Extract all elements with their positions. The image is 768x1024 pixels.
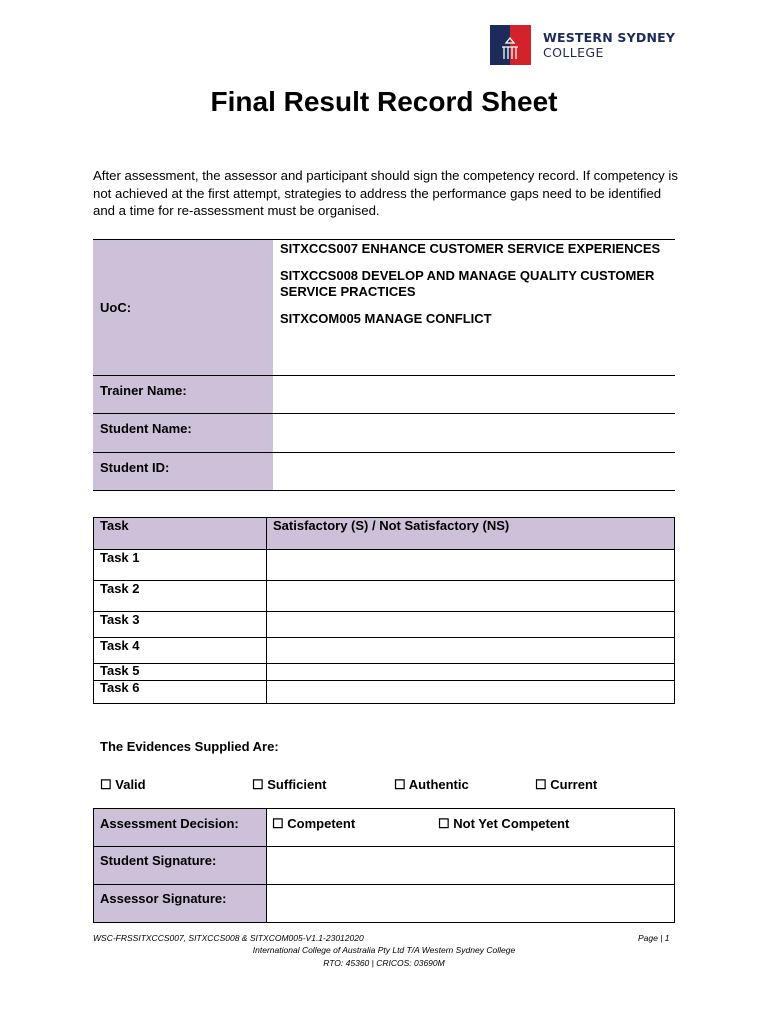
task-label: Task 3 (94, 612, 267, 638)
uoc-value (273, 240, 675, 376)
evidence-current-checkbox[interactable]: ☐ Current (535, 777, 598, 792)
table-row (94, 581, 675, 612)
student-signature-field[interactable] (267, 847, 675, 885)
task-label: Task 5 (94, 664, 267, 681)
assessment-decision-label: Assessment Decision: (94, 809, 267, 847)
task-result-cell[interactable] (267, 581, 675, 612)
table-row (94, 664, 675, 681)
evidence-title: The Evidences Supplied Are: (100, 739, 279, 754)
result-header: Satisfactory (S) / Not Satisfactory (NS) (267, 518, 675, 550)
task-results-table (93, 517, 675, 704)
footer-doc-code: WSC-FRSSITXCCS007, SITXCCS008 & SITXCOM005-V1.1-23012020 (93, 933, 364, 943)
uoc-line-2: SITXCCS008 DEVELOP AND MANAGE QUALITY CUSTOMER SERVICE PRACTICES (280, 267, 655, 299)
student-info-table (93, 239, 675, 491)
table-row (94, 550, 675, 581)
not-yet-competent-checkbox[interactable]: ☐ Not Yet Competent (438, 816, 570, 831)
trainer-name-label: Trainer Name: (93, 376, 273, 414)
task-result-cell[interactable] (267, 550, 675, 581)
uoc-line-1: SITXCCS007 ENHANCE CUSTOMER SERVICE EXPERIENCES (280, 241, 661, 256)
student-signature-label: Student Signature: (94, 847, 267, 885)
uoc-label: UoC: (93, 240, 273, 376)
footer-company: International College of Australia Pty Ltd T/A Western Sydney College (252, 945, 516, 955)
evidence-sufficient-checkbox[interactable]: ☐ Sufficient (252, 777, 327, 792)
trainer-name-field[interactable] (273, 376, 675, 414)
task-label: Task 6 (94, 681, 267, 704)
student-name-field[interactable] (273, 414, 675, 453)
college-logo (490, 25, 675, 65)
task-result-cell[interactable] (267, 681, 675, 704)
assessor-signature-label: Assessor Signature: (94, 885, 267, 923)
task-label: Task 4 (94, 638, 267, 664)
student-id-field[interactable] (273, 453, 675, 491)
task-label: Task 1 (94, 550, 267, 581)
intro-paragraph: After assessment, the assessor and participant should sign the competency record. If competency is not achieved at the first attempt, strategies to address the performance gaps need to be identified and a time for re-assessment must be organised. (93, 168, 678, 218)
table-row (94, 681, 675, 704)
task-result-cell[interactable] (267, 612, 675, 638)
footer-page-number: Page | 1 (638, 933, 670, 943)
assessment-decision-table (93, 808, 675, 923)
assessment-decision-options (267, 809, 675, 847)
student-id-label: Student ID: (93, 453, 273, 491)
table-row (94, 612, 675, 638)
student-name-label: Student Name: (93, 414, 273, 453)
task-label: Task 2 (94, 581, 267, 612)
table-row (94, 638, 675, 664)
footer-rto: RTO: 45360 | CRICOS: 03690M (323, 958, 445, 968)
uoc-line-3: SITXCOM005 MANAGE CONFLICT (280, 310, 492, 326)
evidence-valid-checkbox[interactable]: ☐ Valid (100, 777, 146, 792)
college-crest-icon (490, 25, 531, 65)
logo-line-2: COLLEGE (543, 45, 604, 60)
evidence-authentic-checkbox[interactable]: ☐ Authentic (394, 777, 469, 792)
task-header: Task (94, 518, 267, 550)
logo-line-1: WESTERN SYDNEY (543, 30, 676, 45)
competent-checkbox[interactable]: ☐ Competent (272, 816, 356, 831)
assessor-signature-field[interactable] (267, 885, 675, 923)
task-result-cell[interactable] (267, 664, 675, 681)
page-title: Final Result Record Sheet (210, 86, 558, 117)
task-result-cell[interactable] (267, 638, 675, 664)
